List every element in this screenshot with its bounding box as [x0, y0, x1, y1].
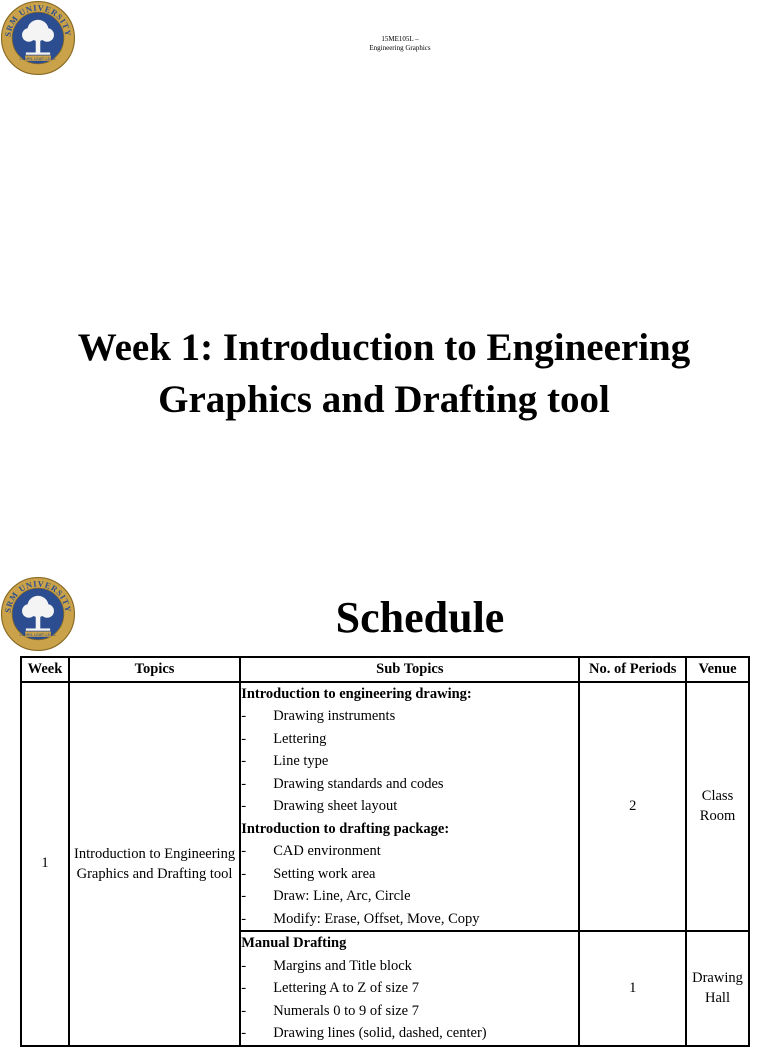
logo-motto: LEARN. LEAP. LEAD.	[19, 633, 57, 638]
list-item-text: Drawing instruments	[273, 708, 396, 724]
list-item	[241, 795, 578, 818]
list-item	[241, 1022, 578, 1045]
list-item	[241, 885, 578, 908]
section-heading: Introduction to drafting package:	[241, 820, 450, 837]
schedule-title: Schedule	[335, 593, 505, 642]
course-header	[330, 35, 470, 53]
list-item	[241, 908, 578, 931]
list-item	[241, 955, 578, 978]
section-heading: Introduction to engineering drawing:	[241, 685, 472, 702]
logo-motto: LEARN. LEAP. LEAD.	[19, 57, 57, 62]
sub-topics-cell	[240, 931, 579, 1046]
list-item-text: Lettering	[273, 730, 327, 747]
list-item-text: Drawing lines (solid, dashed, center)	[273, 1025, 487, 1041]
logo-ring-text: SRM UNIVERSITY	[3, 3, 73, 38]
bullet-dash: -	[241, 980, 247, 996]
bullet-dash: -	[241, 798, 247, 814]
list-item-text: CAD environment	[273, 843, 381, 859]
list-item	[241, 977, 578, 1000]
bullet-dash: -	[241, 910, 247, 927]
bullet-dash: -	[241, 1025, 247, 1041]
bullet-dash: -	[241, 1002, 247, 1019]
header-venue: Venue	[686, 657, 749, 682]
list-item-text: Margins and Title block	[273, 957, 412, 974]
logo-seal-graphic	[0, 576, 76, 652]
header-sub-topics: Sub Topics	[240, 657, 579, 682]
week-cell: 1	[21, 682, 69, 1046]
logo-seal-graphic	[0, 0, 76, 76]
section-heading: Manual Drafting	[241, 935, 347, 951]
bullet-dash: -	[241, 957, 247, 974]
list-item	[241, 863, 578, 886]
venue-cell: Drawing Hall	[686, 931, 749, 1046]
list-item	[241, 773, 578, 796]
list-item-text: Lettering A to Z of size 7	[273, 980, 419, 996]
list-item	[241, 1000, 578, 1023]
bullet-dash: -	[241, 888, 247, 904]
periods-cell: 2	[579, 682, 686, 932]
header-week: Week	[21, 657, 69, 682]
course-name: Engineering Graphics	[369, 44, 431, 52]
periods-cell: 1	[579, 931, 686, 1046]
course-code: 15ME105L –	[381, 35, 419, 43]
topic-cell: Introduction to Engineering Graphics and Drafting tool	[69, 682, 240, 1046]
list-item-text: Drawing standards and codes	[273, 775, 444, 792]
list-item-text: Draw: Line, Arc, Circle	[273, 888, 411, 904]
schedule-table	[20, 656, 750, 1047]
bullet-dash: -	[241, 708, 247, 724]
bullet-dash: -	[241, 865, 247, 882]
bullet-dash: -	[241, 753, 247, 769]
bullet-dash: -	[241, 730, 247, 747]
table-row	[21, 682, 749, 932]
list-item	[241, 840, 578, 863]
bullet-dash: -	[241, 843, 247, 859]
list-item-text: Numerals 0 to 9 of size 7	[273, 1002, 419, 1019]
list-item	[241, 750, 578, 773]
header-topics: Topics	[69, 657, 240, 682]
university-logo	[0, 0, 76, 76]
sub-topics-cell	[240, 682, 579, 932]
list-item-text: Modify: Erase, Offset, Move, Copy	[273, 910, 480, 927]
logo-ring-text: SRM UNIVERSITY	[3, 579, 73, 614]
university-logo	[0, 576, 76, 652]
list-item-text: Drawing sheet layout	[273, 798, 398, 814]
slide-title: Week 1: Introduction to Engineering Graphics and Drafting tool	[77, 326, 691, 421]
header-periods: No. of Periods	[579, 657, 686, 682]
bullet-dash: -	[241, 775, 247, 792]
list-item-text: Setting work area	[273, 865, 376, 882]
schedule-slide	[0, 570, 768, 1041]
list-item-text: Line type	[273, 753, 329, 769]
venue-cell: Class Room	[686, 682, 749, 932]
list-item	[241, 705, 578, 728]
list-item	[241, 728, 578, 751]
table-header-row	[21, 657, 749, 682]
